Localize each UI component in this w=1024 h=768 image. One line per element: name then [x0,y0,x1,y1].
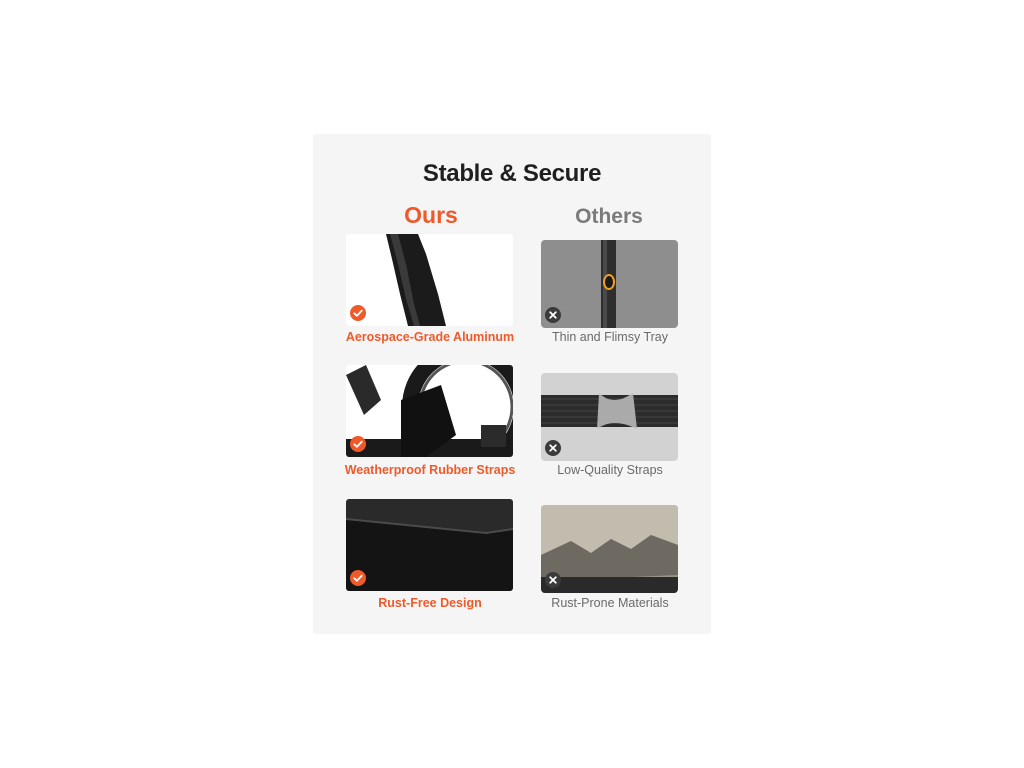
others-tray-image [541,240,678,328]
x-circle-icon [545,440,561,456]
check-circle-icon [350,570,366,586]
x-circle-icon [545,572,561,588]
ours-aluminum-label: Aerospace-Grade Aluminum [345,330,515,344]
ours-aluminum-image [346,234,513,326]
others-straps-label: Low-Quality Straps [557,463,663,477]
check-circle-icon [350,436,366,452]
check-circle-icon [350,305,366,321]
others-tray-label: Thin and Flimsy Tray [551,330,668,344]
others-rust-image [541,505,678,593]
x-circle-icon [545,307,561,323]
others-straps-image [541,373,678,461]
page-title: Stable & Secure [422,160,602,187]
ours-rustfree-label: Rust-Free Design [378,596,482,610]
ours-rustfree-image [346,499,513,591]
others-rust-label: Rust-Prone Materials [551,596,669,610]
ours-straps-label: Weatherproof Rubber Straps [344,463,516,477]
others-column-heading: Others [575,205,643,228]
ours-straps-image [346,365,513,457]
comparison-card [313,134,711,634]
ours-column-heading: Ours [404,202,458,228]
